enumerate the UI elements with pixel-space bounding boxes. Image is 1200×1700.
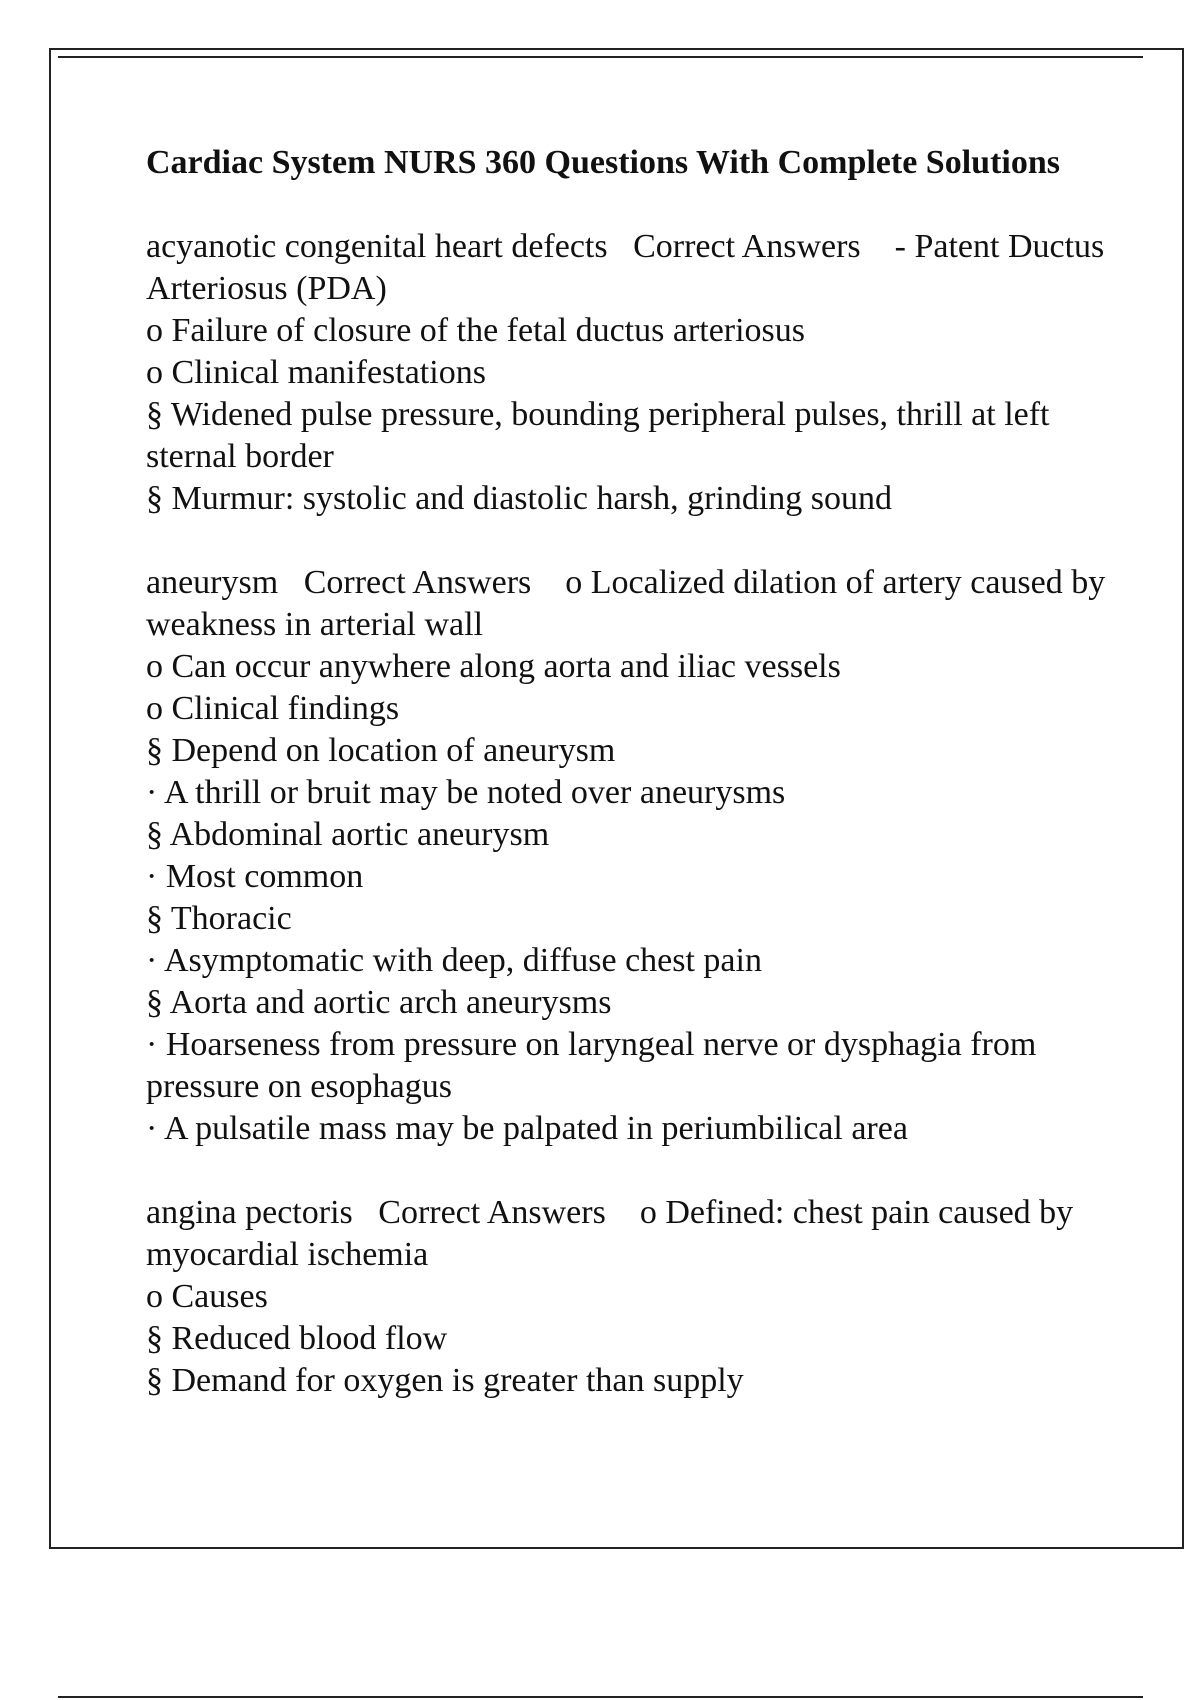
entry-line: § Reduced blood flow: [146, 1320, 448, 1357]
entry-line: o Clinical manifestations: [146, 354, 486, 391]
top-rule: [58, 56, 1143, 58]
entry-line: · A pulsatile mass may be palpated in periumbilical area: [146, 1110, 908, 1147]
entry-line: § Depend on location of aneurysm: [146, 732, 616, 769]
entry-line: § Widened pulse pressure, bounding peripheral pulses, thrill at left sternal border: [146, 396, 1050, 475]
entry-head: [146, 1192, 1106, 1276]
document-content: [146, 142, 1114, 1444]
entry-line: o Can occur anywhere along aorta and iliac vessels: [146, 648, 841, 685]
entry-angina-pectoris: [146, 1192, 1106, 1402]
entry-first-line: o Defined: chest pain caused by myocardial ischemia: [146, 1194, 1082, 1273]
document-title: Cardiac System NURS 360 Questions With Complete Solutions: [146, 144, 1060, 181]
entry-line: o Failure of closure of the fetal ductus arteriosus: [146, 312, 806, 349]
entry-line: · Asymptomatic with deep, diffuse chest pain: [146, 942, 762, 979]
entry-line: o Causes: [146, 1278, 268, 1315]
correct-answers-label: Correct Answers: [303, 564, 532, 601]
entry-line: § Thoracic: [146, 900, 292, 937]
entry-line: · Hoarseness from pressure on laryngeal nerve or dysphagia from pressure on esophagus: [146, 1026, 1037, 1105]
bottom-rule: [58, 1696, 1143, 1698]
entry-first-line: o Localized dilation of artery caused by weakness in arterial wall: [146, 564, 1114, 643]
entry-aneurysm: [146, 562, 1114, 1150]
correct-answers-label: Correct Answers: [378, 1194, 606, 1231]
entry-term: acyanotic congenital heart defects: [146, 228, 608, 265]
correct-answers-label: Correct Answers: [633, 228, 861, 265]
entry-line: § Abdominal aortic aneurysm: [146, 816, 550, 853]
entry-line: · A thrill or bruit may be noted over aneurysms: [146, 774, 786, 811]
entry-first-line: - Patent Ductus Arteriosus (PDA): [146, 228, 1111, 307]
entry-term: angina pectoris: [146, 1194, 353, 1231]
entry-line: o Clinical findings: [146, 690, 400, 727]
entry-line: § Aorta and aortic arch aneurysms: [146, 984, 612, 1021]
entry-acyanotic-heart-defects: [146, 226, 1111, 520]
entry-line: · Most common: [146, 858, 364, 895]
entry-head: [146, 562, 1114, 646]
entry-term: aneurysm: [146, 564, 279, 601]
entry-head: [146, 226, 1111, 310]
entry-line: § Demand for oxygen is greater than supply: [146, 1362, 744, 1399]
entry-line: § Murmur: systolic and diastolic harsh, grinding sound: [146, 480, 893, 517]
